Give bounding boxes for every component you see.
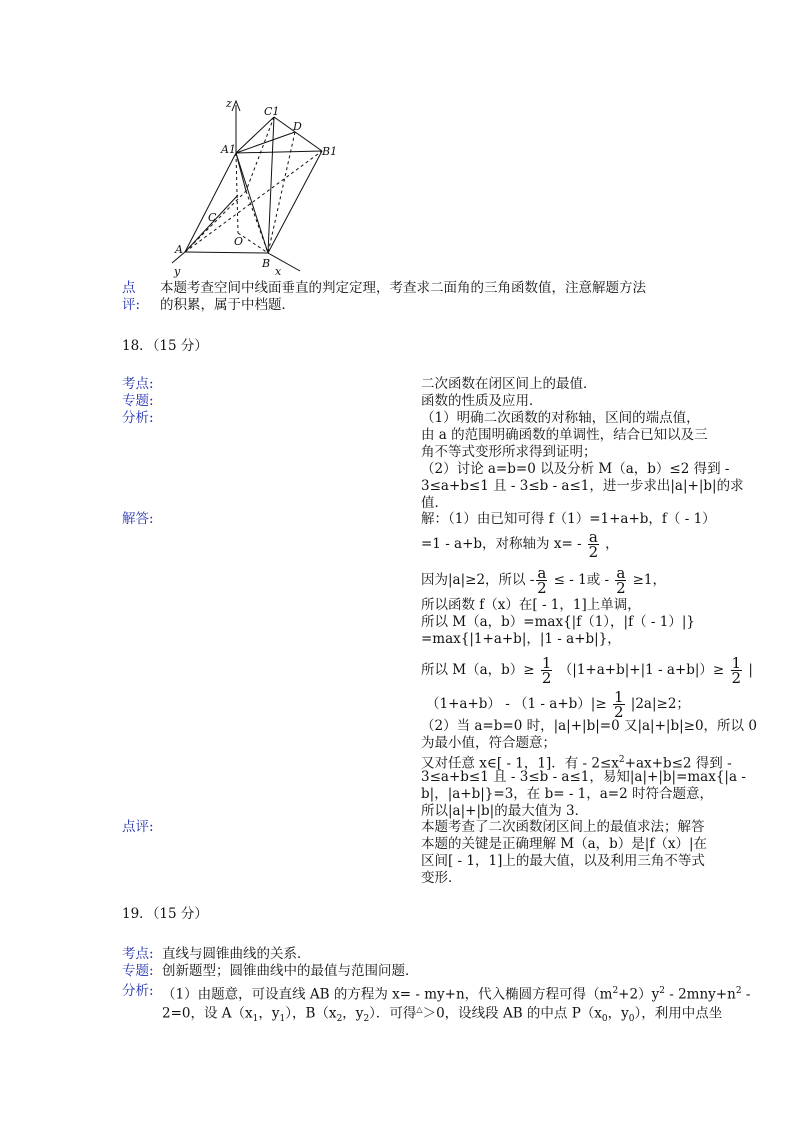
- q18-fenxi-line-2: 由 a 的范围明确函数的单调性，结合已知以及三: [421, 427, 708, 443]
- geometry-figure: [150, 95, 340, 280]
- q18-j7-fraction-1: [541, 656, 553, 685]
- q18-j8-text: （1+a+b） - （1 - a+b）|≥: [426, 696, 607, 712]
- q18-j8-den: 2: [613, 703, 624, 721]
- q18-jieda-line-7: [421, 656, 753, 685]
- q18-jieda-line-8: [426, 690, 690, 719]
- q18-fenxi-line-3: 角不等式变形所求得到证明；: [421, 444, 597, 460]
- q18-j2-fraction: [588, 530, 599, 559]
- x-axis: [268, 253, 300, 271]
- q18-fenxi-line-6: 值．: [421, 495, 448, 511]
- q18-j3-den2: 2: [616, 579, 626, 597]
- q18-dianping-line-2: 本题的关键是正确理解 M（a，b）是|f（x）|在: [421, 836, 708, 852]
- q18-j3-num1: a: [537, 564, 547, 582]
- p17-comment-line-2: 的积累，属于中档题．: [160, 297, 295, 313]
- label-c-lower: C: [208, 211, 217, 224]
- q18-j2-num: a: [588, 528, 598, 546]
- q19-f1-sup1: 2: [612, 986, 619, 996]
- q18-j7-end: |: [748, 662, 753, 678]
- edge-a1-d: [236, 132, 295, 153]
- label-c1-top: C1: [264, 105, 280, 118]
- q19-f2-f: ＞0，设线段 AB 的中点 P（x: [422, 1005, 602, 1022]
- q19-f1-sup2: 2: [659, 986, 665, 996]
- q18-fenxi-line-4: （2）讨论 a=b=0 以及分析 M（a，b）≤2 得到 -: [421, 461, 730, 477]
- q18-j2-text: =1 - a+b，对称轴为 x= -: [421, 536, 582, 552]
- edge-c-a1: [236, 153, 246, 191]
- q18-heading: 18．（15 分）: [122, 338, 208, 354]
- edge-a1-a: [185, 153, 236, 252]
- q18-j2-end: ，: [605, 536, 619, 552]
- q19-f2-c: ），B（x: [285, 1005, 337, 1022]
- q18-fenxi-line-1: （1）明确二次函数的对称轴，区间的端点值，: [421, 410, 700, 426]
- q19-fenxi-label: 分析:: [122, 983, 154, 999]
- label-y: y: [174, 265, 181, 278]
- q18-j7-num2: 1: [731, 654, 742, 672]
- q18-j7-num1: 1: [541, 654, 552, 672]
- q19-kaodian-label: 考点:: [122, 946, 154, 962]
- q18-jieda-line-14: 所以|a|+|b|的最大值为 3．: [421, 803, 589, 819]
- q19-f2-sub2: 1: [279, 1014, 286, 1025]
- q18-j3-mid: ≤ - 1或 -: [553, 572, 610, 588]
- label-d: D: [293, 120, 302, 133]
- edge-a-b: [185, 252, 268, 253]
- q18-j11-end: +ax+b≤2 得到 -: [624, 755, 732, 772]
- q18-zhuanti: 函数的性质及应用．: [421, 393, 543, 409]
- edge-c1-b: [268, 117, 274, 253]
- q18-jieda-line-2: [421, 530, 619, 559]
- q18-fenxi-label: 分析:: [122, 410, 154, 426]
- q18-j3-text: 因为|a|≥2，所以: [421, 572, 526, 588]
- q18-j7-mid: （|1+a+b|+|1 - a+b|）≥: [558, 662, 725, 678]
- q18-j7-den2: 2: [731, 669, 742, 687]
- dashed-c-b: [246, 191, 268, 253]
- q18-jieda-label: 解答:: [122, 511, 154, 527]
- q18-j3-end: ≥1，: [632, 572, 667, 588]
- q18-j3-fraction-2: [615, 566, 626, 595]
- q19-kaodian: 直线与圆锥曲线的关系．: [162, 946, 311, 962]
- q19-delta-symbol: △: [416, 1005, 423, 1014]
- edge-b-b1: [268, 151, 322, 253]
- q19-f2-h: ），利用中点坐: [634, 1005, 723, 1022]
- p17-comment-label-2: 评:: [122, 297, 141, 313]
- q19-f2-g: ，y: [607, 1005, 629, 1022]
- q18-jieda-line-5: 所以 M（a，b）=max{|f（1），|f（ - 1）|}: [421, 614, 695, 630]
- p17-comment-label-1: 点: [122, 280, 136, 296]
- q19-zhuanti: 创新题型；圆锥曲线中的最值与范围问题．: [162, 963, 419, 979]
- label-a: A: [175, 243, 183, 256]
- edge-a1-b1: [236, 151, 322, 153]
- label-o: O: [234, 235, 244, 248]
- label-b: B: [262, 257, 271, 270]
- q19-fenxi-line-1: [162, 983, 750, 1003]
- q18-jieda-line-1: 解：（1）由已知可得 f（1）=1+a+b，f（ - 1）: [421, 511, 716, 527]
- q19-f2-sub5: 0: [601, 1014, 608, 1025]
- q19-f2-sub4: 2: [363, 1014, 370, 1025]
- q18-jieda-line-4: 所以函数 f（x）在[ - 1，1]上单调，: [421, 597, 641, 613]
- q19-heading: 19．（15 分）: [122, 906, 208, 922]
- q18-jieda-line-9: （2）当 a=b=0 时，|a|+|b|=0 又|a|+|b|≥0，所以 0: [421, 718, 757, 734]
- q18-j7-fraction-2: [731, 656, 743, 685]
- q18-jieda-line-10: 为最小值，符合题意；: [421, 735, 556, 751]
- q19-f2-d: ，y: [342, 1005, 364, 1022]
- dashed-c1-c: [246, 117, 274, 191]
- q18-jieda-line-3: 因为|a|≥2，所以 - $\frac{a}{2}$ ≤ - 1或 - $\frac{a}{2}$ ≥1，: [421, 564, 667, 597]
- q18-jieda-line-13: b|，|a+b|}=3，在 b= - 1，a=2 时符合题意，: [421, 786, 713, 802]
- q18-kaodian: 二次函数在闭区间上的最值．: [421, 376, 597, 392]
- q19-f2-sub3: 2: [336, 1014, 343, 1025]
- q19-f2-sub1: 1: [252, 1014, 259, 1025]
- q18-zhuanti-label: 专题:: [122, 393, 154, 409]
- q18-dianping-line-4: 变形．: [421, 870, 462, 886]
- q18-j11-text: 又对任意 x∈[ - 1，1]．有 - 2≤x: [421, 755, 619, 772]
- q18-fenxi-line-5: 3≤a+b≤1 且 - 3≤b - a≤1，进一步求出|a|+|b|的求: [421, 478, 744, 494]
- dashed-a1-o: [236, 153, 238, 233]
- p17-comment-line-1: 本题考查空间中线面垂直的判定定理，考查求二面角的三角函数值，注意解题方法: [160, 280, 646, 296]
- q18-j7-text: 所以 M（a，b）≥: [421, 662, 535, 678]
- q18-j8-fraction: [613, 690, 625, 719]
- q19-fenxi-line-2: [162, 1002, 722, 1027]
- q19-f2-e: ）．可得: [369, 1005, 417, 1022]
- q19-f2-b: ，y: [258, 1005, 280, 1022]
- q18-dianping-label: 点评:: [122, 819, 154, 835]
- q19-f2-text: 2=0，设 A（x: [162, 1005, 253, 1022]
- q18-jieda-line-12: 3≤a+b≤1 且 - 3≤b - a≤1，易知|a|+|b|=max{|a -: [421, 769, 746, 785]
- q18-dianping-line-3: 区间[ - 1，1]上的最大值，以及利用三角不等式: [421, 853, 705, 869]
- dashed-a-b1: [185, 151, 322, 252]
- q19-f1-text: （1）由题意，可设直线 AB 的方程为 x= - my+n，代入椭圆方程可得（m: [162, 986, 613, 1003]
- q19-f2-sub6: 0: [628, 1014, 635, 1025]
- q18-j8-num: 1: [613, 688, 624, 706]
- q18-j3-num2: a: [616, 564, 626, 582]
- q19-f1-d: -: [741, 986, 751, 1003]
- q18-jieda-line-6: =max{|1+a+b|，|1 - a+b|}，: [421, 631, 621, 647]
- q19-f1-b: +2）y: [618, 986, 660, 1003]
- q18-j2-den: 2: [588, 543, 599, 561]
- q19-f1-sup3: 2: [735, 986, 742, 996]
- q19-zhuanti-label: 专题:: [122, 963, 154, 979]
- label-a1: A1: [221, 143, 236, 156]
- edge-a1-c1: [236, 117, 274, 153]
- q18-dianping-line-1: 本题考查了二次函数闭区间上的最值求法；解答: [421, 819, 705, 835]
- q18-j3-den1: 2: [537, 579, 547, 597]
- q18-kaodian-label: 考点:: [122, 376, 154, 392]
- q19-f1-c: - 2mny+n: [664, 986, 736, 1003]
- q18-j7-den1: 2: [541, 669, 552, 687]
- q18-j11-sup: 2: [618, 755, 625, 765]
- label-b1: B1: [322, 145, 338, 158]
- label-x: x: [275, 265, 282, 278]
- label-z: z: [226, 97, 232, 110]
- q18-j3-fraction-1: [536, 566, 547, 595]
- q18-j8-end: |2a|≥2；: [630, 696, 690, 712]
